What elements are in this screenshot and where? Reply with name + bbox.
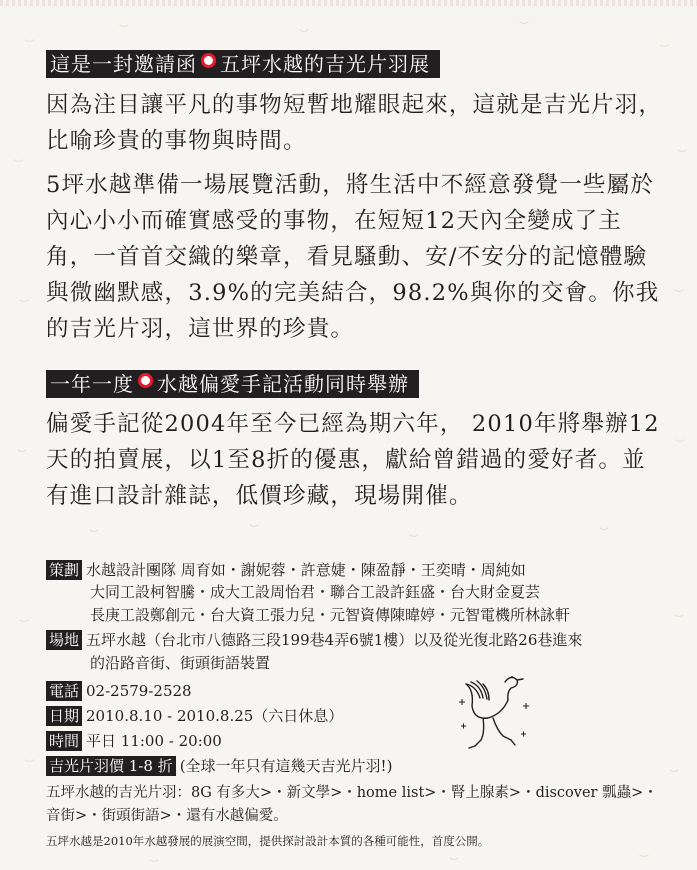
invitation-heading [46,50,440,78]
planning-line-1: 水越設計團隊 周育如・謝妮蓉・許意婕・陳盈靜・王奕晴・周純如 [86,561,526,579]
venue-label: 場地 [46,630,82,650]
heading-part-2: 五坪水越的吉光片羽展 [220,52,430,76]
phone-value: 02-2579-2528 [86,682,192,700]
annual-event-heading [46,370,419,398]
phone-row [46,679,192,701]
date-label: 日期 [46,706,82,726]
venue-line-1: 五坪水越（台北市八德路三段199巷4弄6號1樓）以及從光復北路26巷進來 [86,631,583,649]
bird-illustration-icon [455,662,535,762]
price-value: (全球一年只有這幾天吉光片羽!) [179,757,393,775]
planning-row [46,558,526,580]
time-label: 時間 [46,731,82,751]
planning-line-2: 大同工設柯智騰・成大工設周怡君・聯合工設許鈺盛・台大財金夏芸 [90,583,541,601]
date-value: 2010.8.10 - 2010.8.25（六日休息） [86,707,344,725]
red-dot-icon [138,373,153,388]
time-value: 平日 11:00 - 20:00 [86,732,222,750]
venue-note: 五坪水越是2010年水越發展的展演空間，提供探討設計本質的各種可能性，首度公開。 [46,834,490,848]
price-label: 吉光片羽價 1-8 折 [46,756,176,776]
items-list: 五坪水越的吉光片羽：8G 有多大>・新文學>・home list>・腎上腺素>・discover 瓢蟲>・音街>・街頭街語>・還有水越偏愛。 [46,785,658,824]
red-dot-icon [201,53,216,68]
planning-label: 策劃 [46,560,82,580]
exhibition-paragraph: 5坪水越準備一場展覽活動，將生活中不經意發覺一些屬於內心小小而確實感受的事物，在短短12天內全變成了主角，一首首交織的樂章，看見騷動、安/不安分的記憶體驗與微幽默感，3.9%的完美結合，98.2%與你的交會。你我的吉光片羽，這世界的珍貴。 [46,172,660,342]
venue-line-2: 的沿路音街、街頭街語裝置 [90,654,271,672]
venue-row [46,628,582,650]
price-row [46,754,392,776]
top-border [0,0,697,6]
heading-part-2: 水越偏愛手記活動同時舉辦 [157,372,409,396]
time-row [46,729,222,751]
date-row [46,704,343,726]
heading-part-1: 一年一度 [50,372,134,396]
planning-line-3: 長庚工設鄭創元・台大資工張力兒・元智資傳陳暐婷・元智電機所林詠軒 [90,606,571,624]
phone-label: 電話 [46,681,82,701]
heading-part-1: 這是一封邀請函 [50,52,197,76]
intro-paragraph: 因為注目讓平凡的事物短暫地耀眼起來，這就是吉光片羽，比喻珍貴的事物與時間。 [46,92,663,154]
auction-paragraph: 偏愛手記從2004年至今已經為期六年， 2010年將舉辦12天的拍賣展，以1至8折的優惠，獻給曾錯過的愛好者。並有進口設計雜誌，低價珍藏，現場開催。 [46,411,660,509]
